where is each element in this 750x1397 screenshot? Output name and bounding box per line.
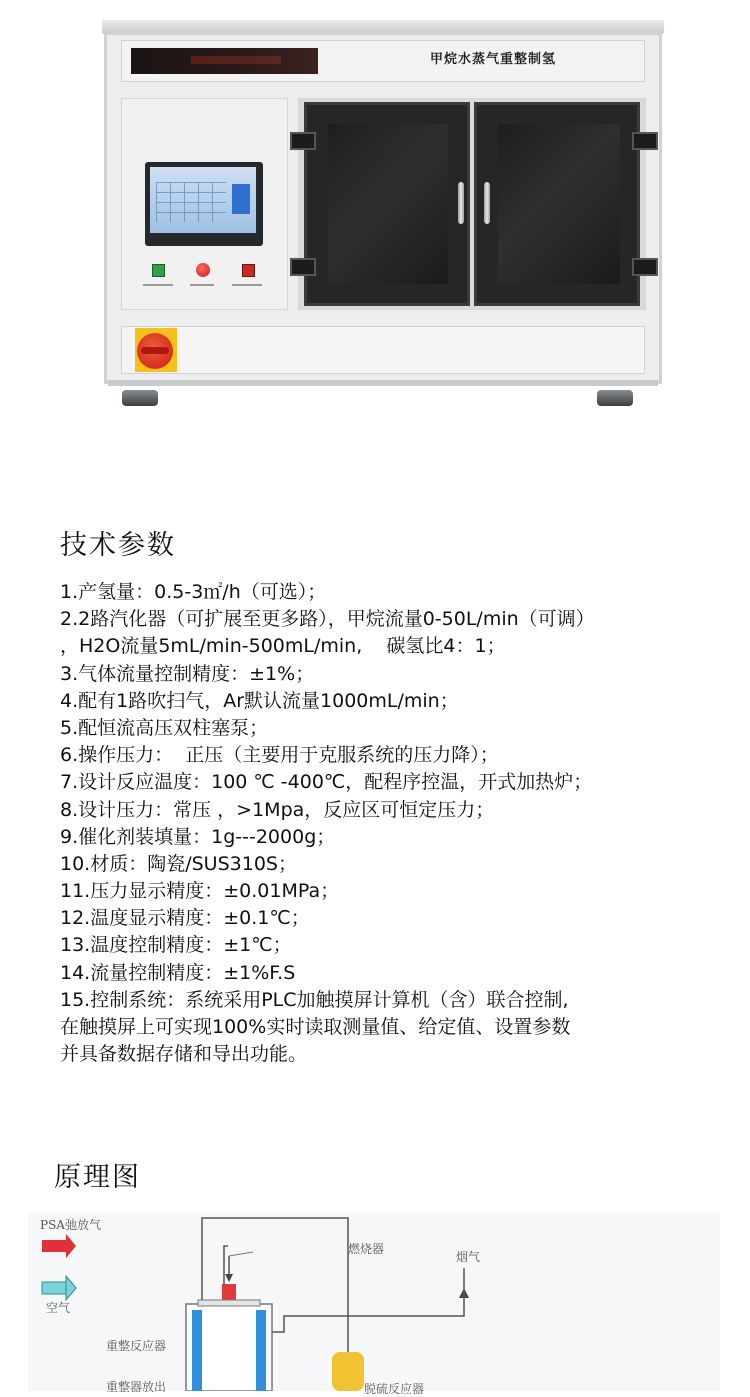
spec-line: ，H2O流量5mL/min-500mL/min, 碳氢比4：1； xyxy=(60,635,506,658)
right-door-glass xyxy=(498,124,620,284)
spec-line: 12.温度显示精度：±0.1℃； xyxy=(60,907,310,930)
touchscreen-button xyxy=(232,184,250,214)
hinge-icon xyxy=(632,258,658,276)
psa-label: PSA弛放气 xyxy=(40,1218,101,1232)
lower-panel xyxy=(121,326,645,374)
touchscreen-grid xyxy=(156,182,226,222)
spec-line: 13.温度控制精度：±1℃； xyxy=(60,934,292,957)
reformer-wall-left xyxy=(192,1310,202,1391)
stop-button-icon xyxy=(242,264,255,277)
diagram-graphics xyxy=(28,1212,720,1391)
emergency-stop-icon xyxy=(196,263,210,277)
psa-arrow-icon xyxy=(42,1234,76,1258)
hinge-icon xyxy=(632,132,658,150)
spec-line: 并具备数据存储和导出功能。 xyxy=(60,1043,308,1066)
door-handle-icon xyxy=(458,182,464,224)
reformer-wall-right xyxy=(256,1310,266,1391)
desulfurizer-tank xyxy=(332,1352,364,1391)
burner-label: 燃烧器 xyxy=(348,1242,385,1256)
spec-line: 14.流量控制精度：±1%F.S xyxy=(60,961,296,984)
reformer-label: 重整反应器 xyxy=(106,1339,167,1353)
spec-line: 6.操作压力： 正压（主要用于克服系统的压力降）； xyxy=(60,744,499,767)
air-arrow-icon xyxy=(42,1276,76,1300)
principle-heading: 原理图 xyxy=(54,1162,141,1193)
left-door-glass xyxy=(328,124,448,284)
hinge-icon xyxy=(290,132,316,150)
desulfurizer-label: 脱硫反应器 xyxy=(364,1382,425,1396)
spec-line: 15.控制系统：系统采用PLC加触摸屏计算机（含）联合控制, xyxy=(60,988,569,1011)
principle-diagram xyxy=(28,1212,720,1396)
leveling-foot-icon xyxy=(597,390,633,406)
spec-line: 1.产氢量：0.5-3㎡/h（可选）； xyxy=(60,581,327,603)
spec-line: 5.配恒流高压双柱塞泵； xyxy=(60,716,269,739)
button-label-plate xyxy=(232,284,262,286)
digital-display-strip xyxy=(131,48,318,74)
flue-pipe xyxy=(272,1298,464,1332)
burner-down-arrow-icon xyxy=(225,1274,233,1282)
door-handle-icon xyxy=(484,182,490,224)
spec-line: 3.气体流量控制精度：±1%； xyxy=(60,662,315,685)
equipment-photo xyxy=(0,0,750,470)
tech-params-heading: 技术参数 xyxy=(60,530,176,561)
flue-gas-label: 烟气 xyxy=(456,1250,481,1264)
spec-line: 7.设计反应温度：100 ℃ -400℃，配程序控温，开式加热炉； xyxy=(60,771,593,794)
spec-list xyxy=(60,579,720,1068)
spec-line: 9.催化剂装填量：1g---2000g； xyxy=(60,825,336,848)
start-button-icon xyxy=(152,264,165,277)
reformer-outlet-label: 重整器放出 xyxy=(106,1380,167,1394)
air-label: 空气 xyxy=(46,1301,71,1315)
leveling-foot-icon xyxy=(122,390,158,406)
hinge-icon xyxy=(290,258,316,276)
button-label-plate xyxy=(190,284,214,286)
spec-line: 2.2路汽化器（可扩展至更多路），甲烷流量0-50L/min（可调） xyxy=(60,608,595,631)
button-label-plate xyxy=(143,284,173,286)
equipment-title-plate: 甲烷水蒸气重整制氢 xyxy=(430,52,557,67)
burner-icon xyxy=(222,1284,236,1302)
base-rail xyxy=(108,380,658,386)
rotary-switch-icon xyxy=(137,333,173,369)
spec-line: 11.压力显示精度：±0.01MPa； xyxy=(60,880,340,903)
spec-line: 4.配有1路吹扫气，Ar默认流量1000mL/min； xyxy=(60,689,459,712)
spec-line: 在触摸屏上可实现100%实时读取测量值、给定值、设置参数 xyxy=(60,1016,571,1038)
spec-line: 10.材质：陶瓷/SUS310S； xyxy=(60,852,297,875)
spec-line: 8.设计压力：常压 ，>1Mpa，反应区可恒定压力； xyxy=(60,798,495,821)
